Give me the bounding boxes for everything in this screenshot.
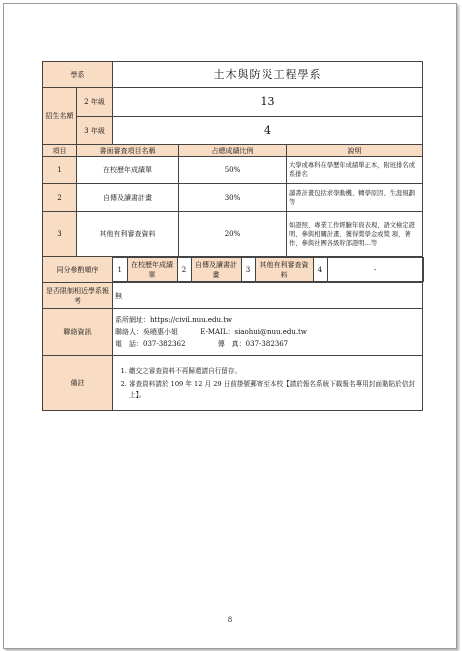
- criteria-no: 3: [43, 212, 77, 257]
- page-number: 8: [227, 616, 233, 624]
- header-name: 書面審查項目名稱: [77, 145, 179, 157]
- quota-grade: 2 年級: [77, 88, 113, 117]
- criteria-row: [43, 212, 423, 257]
- quota-count: 4: [113, 117, 423, 145]
- contact-label: 聯絡資訊: [43, 309, 113, 356]
- quota-label: 招生名額: [43, 88, 77, 145]
- notes-label: 備註: [43, 356, 113, 411]
- criteria-no: 1: [43, 157, 77, 184]
- restriction-value: 無: [113, 283, 423, 309]
- tiebreak-list: [113, 257, 424, 282]
- restriction-row: [43, 283, 423, 309]
- tiebreak-item: 在校歷年成績單: [127, 258, 177, 282]
- tiebreak-label: 同分參酌順序: [43, 257, 113, 283]
- tiebreak-item: 自傳及讀書計畫: [191, 258, 241, 282]
- criteria-desc: 大學或專科在學歷年成績單正本，附班排名或系排名: [287, 157, 423, 184]
- criteria-row: [43, 184, 423, 212]
- criteria-ratio: 30%: [179, 184, 287, 212]
- criteria-desc: 如證照、專業工作經驗年資表現、語文檢定證明、參與相關計畫、獲得獎學金或獎 項、著作、參與社團各級幹部證明…等: [287, 212, 423, 257]
- header-desc: 說明: [287, 145, 423, 157]
- contact-email: E-MAIL：siaohui@nuu.edu.tw: [200, 328, 307, 336]
- contact-fax: 傳 真：037-382367: [217, 340, 289, 348]
- quota-count: 13: [113, 88, 423, 117]
- criteria-header: [43, 145, 423, 157]
- note-item: 2. 審查資料請於 109 年 12 月 29 日前掛號郵寄至本校【請於報名系統下載報名專用封面黏貼於信封上】。: [129, 379, 420, 401]
- tiebreak-order: 3: [241, 258, 255, 282]
- quota-grade: 3 年級: [77, 117, 113, 145]
- criteria-name: 其他有利審查資料: [77, 212, 179, 257]
- tiebreak-order: 2: [177, 258, 191, 282]
- criteria-desc: 讀書計畫包括求學動機、轉學原因、生涯規劃等: [287, 184, 423, 212]
- contact-phone: 電 話：037-382362: [115, 340, 186, 348]
- criteria-ratio: 20%: [179, 212, 287, 257]
- header-ratio: 占總成績比例: [179, 145, 287, 157]
- quota-row-3: [43, 117, 423, 145]
- admission-table: [42, 61, 423, 411]
- dept-name: 土木與防災工程學系: [113, 62, 423, 88]
- quota-row-2: [43, 88, 423, 117]
- tiebreak-row: [43, 257, 423, 283]
- criteria-name: 自傳及讀書計畫: [77, 184, 179, 212]
- tiebreak-item: 其他有利審查資料: [255, 258, 313, 282]
- contact-website: 系所網址：https://civil.nuu.edu.tw: [115, 316, 233, 324]
- criteria-ratio: 50%: [179, 157, 287, 184]
- notes-list: [115, 366, 420, 401]
- contact-row: [43, 309, 423, 356]
- document-page: [3, 3, 457, 649]
- tiebreak-order: 4: [313, 258, 327, 282]
- dept-row: [43, 62, 423, 88]
- dept-label: 學系: [43, 62, 113, 88]
- contact-person: 聯絡人：吳曉惠小姐: [115, 328, 178, 336]
- header-item: 項目: [43, 145, 77, 157]
- notes-row: [43, 356, 423, 411]
- criteria-row: [43, 157, 423, 184]
- restriction-label: 是否限制相近學系報考: [43, 283, 113, 309]
- note-item: 1. 繳交之審查資料不再歸還請自行留存。: [129, 366, 420, 377]
- criteria-no: 2: [43, 184, 77, 212]
- tiebreak-item: -: [327, 258, 423, 282]
- criteria-name: 在校歷年成績單: [77, 157, 179, 184]
- tiebreak-order: 1: [113, 258, 127, 282]
